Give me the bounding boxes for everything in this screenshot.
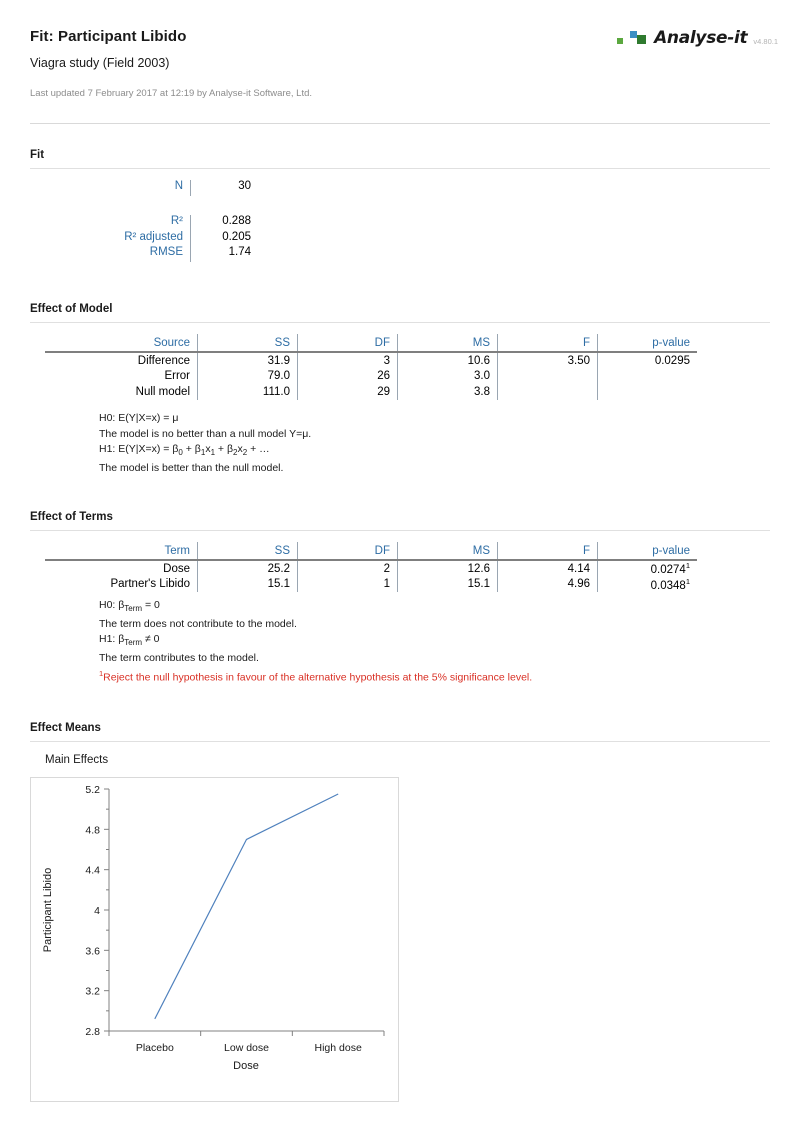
hypothesis-h0-description: The model is no better than a null model Y=μ. — [99, 427, 312, 440]
fit-label-r2: R² — [170, 215, 183, 227]
hypothesis-h1-sub2: 2 — [233, 448, 238, 458]
logo-square-dark-green-icon — [637, 35, 646, 44]
cell-p-value: 0.0295 — [598, 352, 698, 369]
column-header-f: F — [498, 334, 598, 352]
cell-source: Difference — [137, 354, 190, 367]
cell-ms: 10.6 — [398, 352, 498, 369]
hypothesis-h0 — [99, 598, 532, 617]
section-title-effect-means: Effect Means — [30, 722, 101, 734]
hypothesis-h1-x1: x — [205, 443, 211, 455]
table-row — [45, 231, 257, 247]
hypothesis-h1-x2: x — [237, 443, 243, 455]
column-header-f: F — [498, 542, 598, 560]
fit-value-n: 30 — [238, 180, 251, 192]
hypothesis-h1-sub: Term — [124, 638, 143, 648]
hypothesis-h1-lead: H1: β — [99, 633, 125, 646]
section-rule-effect-of-terms — [30, 530, 770, 531]
x-axis-ticks — [109, 1031, 384, 1036]
p-value-footnote-marker: 1 — [685, 561, 690, 571]
cell-f — [498, 369, 598, 385]
table-row — [45, 369, 697, 385]
cell-term: Dose — [163, 562, 190, 575]
hypothesis-h1-description: The term contributes to the model. — [99, 651, 259, 664]
brand-version: v4.80.1 — [753, 37, 778, 46]
table-header-row — [45, 334, 697, 352]
table-row — [45, 215, 257, 231]
p-value-text: 0.0348 — [650, 579, 686, 592]
hypothesis-h1-sub1: 1 — [200, 448, 206, 458]
fit-summary-stats — [45, 215, 257, 262]
hypothesis-h0-lead: H0: β — [99, 599, 125, 611]
cell-df: 3 — [298, 352, 398, 369]
hypothesis-h0-description: The term does not contribute to the model. — [99, 617, 297, 630]
section-title-effect-of-terms: Effect of Terms — [30, 511, 113, 523]
hypothesis-h1-description: The model is better than the null model. — [99, 461, 284, 474]
hypothesis-h0-sub: Term — [124, 604, 143, 614]
column-header-ms: MS — [398, 334, 498, 352]
logo-square-blue-icon — [630, 31, 637, 38]
cell-f: 4.14 — [498, 560, 598, 577]
table-row — [45, 246, 257, 262]
column-header-ss: SS — [198, 542, 298, 560]
table-row — [45, 180, 257, 196]
hypothesis-h1-lead: H1: E(Y|X=x) = β — [99, 443, 179, 455]
cell-ss: 25.2 — [198, 560, 298, 577]
last-updated-text: Last updated 7 February 2017 at 12:19 by Analyse-it Software, Ltd. — [30, 88, 313, 99]
cell-ss: 111.0 — [198, 384, 298, 400]
cell-f: 4.96 — [498, 577, 598, 593]
column-header-ss: SS — [198, 334, 298, 352]
cell-ss: 31.9 — [198, 352, 298, 369]
footnote-marker: 1 — [99, 669, 104, 679]
fit-value-r2-adjusted: 0.205 — [222, 230, 251, 243]
cell-ms: 15.1 — [398, 577, 498, 593]
cell-ss: 15.1 — [198, 577, 298, 593]
analyse-it-logo — [617, 28, 778, 48]
effect-of-terms-table — [45, 542, 697, 592]
page-subtitle: Viagra study (Field 2003) — [30, 56, 170, 70]
x-axis-tick-label: Low dose — [224, 1042, 269, 1054]
column-header-df: DF — [298, 334, 398, 352]
cell-term: Partner's Libido — [110, 578, 190, 591]
effect-of-model-hypotheses — [99, 411, 311, 476]
cell-f — [498, 384, 598, 400]
cell-p-value — [598, 560, 698, 577]
table-row — [45, 384, 697, 400]
p-value-text: 0.0274 — [650, 564, 686, 577]
cell-source: Error — [164, 370, 190, 383]
section-title-effect-of-model: Effect of Model — [30, 303, 113, 315]
fit-label-n: N — [174, 180, 183, 192]
table-row — [45, 352, 697, 369]
cell-df: 1 — [298, 577, 398, 593]
fit-label-r2-adjusted: R² adjusted — [124, 230, 183, 243]
p-value-footnote-marker: 1 — [685, 576, 690, 586]
section-title-fit: Fit — [30, 149, 45, 161]
fit-summary-n — [45, 180, 257, 196]
cell-p-value — [598, 369, 698, 385]
column-header-term: Term — [45, 542, 198, 560]
fit-value-r2: 0.288 — [222, 215, 251, 227]
x-axis-tick-label: High dose — [314, 1042, 362, 1054]
cell-df: 26 — [298, 369, 398, 385]
hypothesis-h1-tail: ≠ 0 — [142, 633, 160, 646]
brand-name: Analyse-it — [654, 28, 748, 48]
table-row — [45, 560, 697, 577]
y-axis-tick-labels — [85, 784, 100, 1038]
page-title: Fit: Participant Libido — [30, 28, 187, 45]
hypothesis-h1-plus1: + β — [182, 443, 201, 455]
y-axis-tick-label: 4.8 — [85, 824, 100, 837]
y-axis-ticks — [104, 789, 109, 1031]
column-header-p-value: p-value — [598, 334, 698, 352]
section-rule-fit — [30, 168, 770, 169]
hypothesis-h0-tail: = 0 — [142, 599, 160, 611]
table-header-row — [45, 542, 697, 560]
y-axis-tick-label: 2.8 — [85, 1026, 100, 1038]
hypothesis-h1-subx2: 2 — [242, 448, 248, 458]
column-header-source: Source — [45, 334, 198, 352]
hypothesis-h1 — [99, 632, 532, 651]
cell-df: 2 — [298, 560, 398, 577]
table-row — [45, 577, 697, 593]
section-rule-effect-of-model — [30, 322, 770, 323]
cell-ms: 3.0 — [398, 369, 498, 385]
column-header-p-value: p-value — [598, 542, 698, 560]
cell-f: 3.50 — [498, 352, 598, 369]
logo-squares-icon — [617, 30, 651, 46]
hypothesis-h1 — [99, 442, 311, 461]
footnote-text: Reject the null hypothesis in favour of the alternative hypothesis at the 5% significance level. — [103, 671, 533, 684]
hypothesis-h0: H0: E(Y|X=x) = μ — [99, 412, 179, 424]
effect-of-terms-hypotheses — [99, 598, 532, 686]
header-divider — [30, 123, 770, 124]
section-rule-effect-means — [30, 741, 770, 742]
cell-ss: 79.0 — [198, 369, 298, 385]
significance-footnote — [99, 666, 532, 686]
hypothesis-h1-subx1: 1 — [210, 448, 216, 458]
y-axis-tick-label: 3.6 — [85, 945, 100, 958]
logo-square-green-icon — [617, 38, 623, 44]
main-effects-chart — [30, 777, 399, 1102]
fit-label-rmse: RMSE — [149, 246, 183, 258]
cell-ms: 12.6 — [398, 560, 498, 577]
y-axis-tick-label: 3.2 — [85, 985, 100, 998]
y-axis-tick-label: 4.4 — [85, 864, 100, 877]
cell-p-value — [598, 577, 698, 593]
x-axis-title: Dose — [233, 1060, 259, 1072]
column-header-ms: MS — [398, 542, 498, 560]
series-line-participant-libido — [155, 794, 338, 1019]
x-axis-tick-labels — [136, 1042, 362, 1054]
hypothesis-h1-tail: + … — [247, 443, 270, 455]
cell-source: Null model — [135, 385, 190, 398]
y-axis-tick-label: 5.2 — [85, 784, 100, 796]
y-axis-tick-label: 4 — [94, 905, 100, 917]
y-axis-title: Participant Libido — [42, 867, 54, 953]
chart-caption-main-effects: Main Effects — [45, 754, 109, 766]
cell-p-value — [598, 384, 698, 400]
x-axis-tick-label: Placebo — [135, 1042, 174, 1054]
cell-df: 29 — [298, 384, 398, 400]
cell-ms: 3.8 — [398, 384, 498, 400]
document-header — [0, 0, 800, 130]
hypothesis-h1-sub0: 0 — [178, 448, 183, 458]
hypothesis-h1-plus2: + β — [215, 443, 234, 455]
effect-of-model-table — [45, 334, 697, 400]
column-header-df: DF — [298, 542, 398, 560]
main-effects-chart-svg — [31, 778, 398, 1101]
fit-value-rmse: 1.74 — [228, 246, 251, 258]
